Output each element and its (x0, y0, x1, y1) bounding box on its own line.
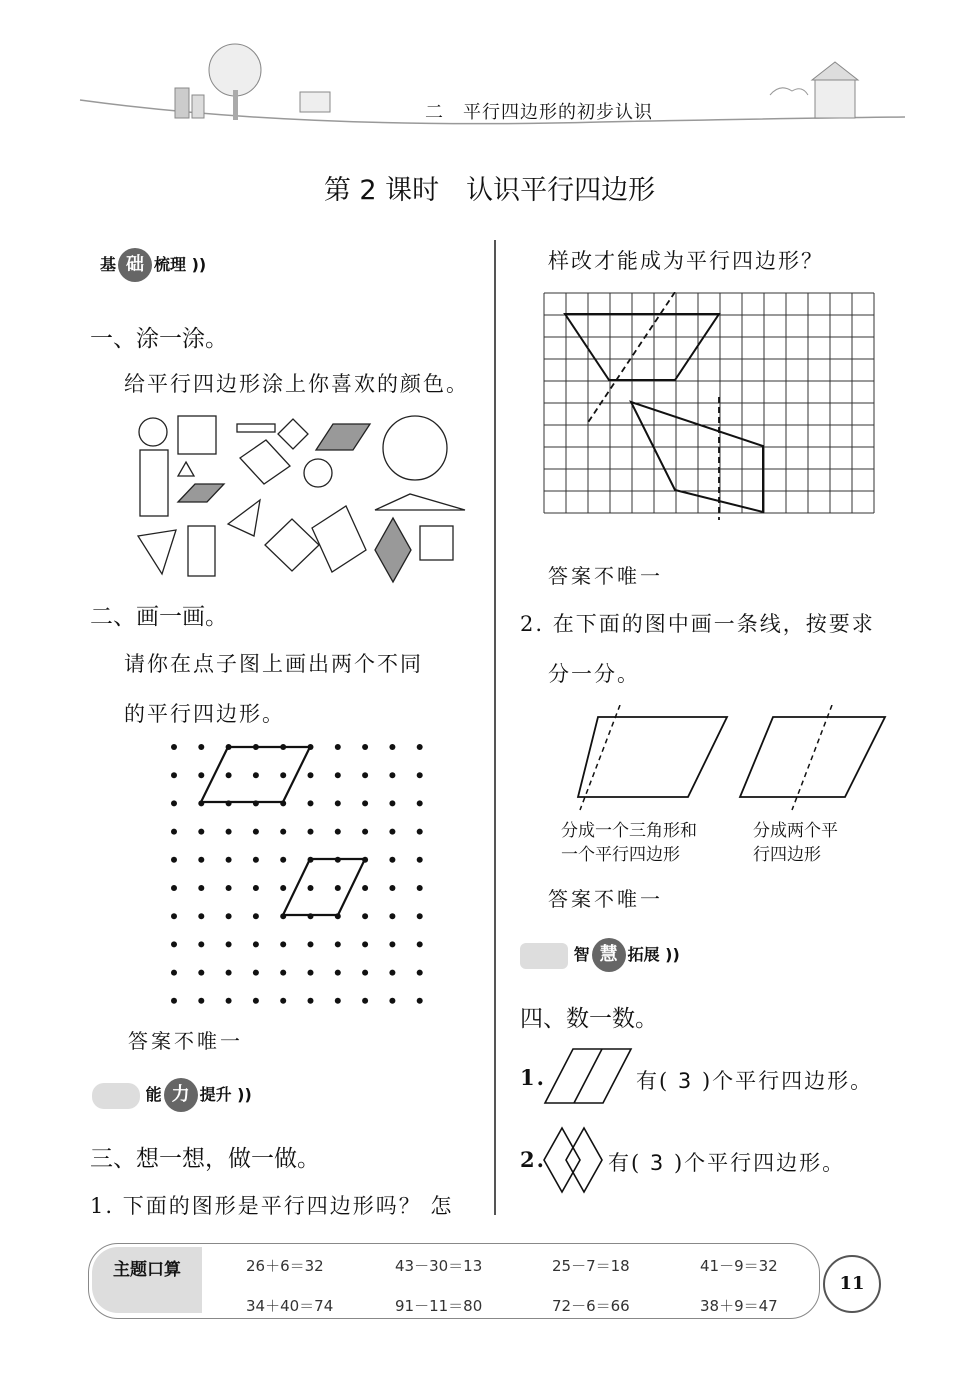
section-4-q1-answer: 有( 3 )个平行四边形。 (636, 1069, 874, 1093)
calc-item: 38＋9＝47 (700, 1297, 778, 1315)
shapes-to-color (130, 410, 470, 585)
calc-item: 41－9＝32 (700, 1257, 778, 1275)
section-2-title: 二、画一画。 (90, 604, 228, 630)
section-4-q2-num: 2. (520, 1147, 546, 1172)
chapter-title: 二 平行四边形的初步认识 (425, 102, 653, 123)
caption-left: 分成一个三角形和 一个平行四边形 (561, 821, 697, 865)
section-3-q1-line2: 样改才能成为平行四边形？ (548, 249, 824, 273)
section-1-title: 一、涂一涂。 (90, 326, 228, 352)
calc-item: 25－7＝18 (552, 1257, 630, 1275)
calc-item: 43－30＝13 (395, 1257, 483, 1275)
lesson-title: 第 2 课时 认识平行四边形 (323, 175, 656, 206)
count-figure-2 (542, 1124, 606, 1196)
basic-badge: 基 础 梳理 )) (100, 248, 206, 282)
square-grid-figure (543, 292, 878, 522)
topic-label-box: 主题口算 (92, 1247, 202, 1313)
ability-badge: 能 力 提升 )) (92, 1078, 252, 1112)
section-1-instruction: 给平行四边形涂上你喜欢的颜色。 (124, 372, 469, 396)
section-3-q1-line1: 1. 下面的图形是平行四边形吗？ 怎 (90, 1194, 454, 1218)
section-3-q1-answer: 答案不唯一 (548, 564, 663, 588)
caption-right: 分成两个平 行四边形 (753, 821, 838, 865)
section-3-title: 三、想一想，做一做。 (90, 1146, 320, 1172)
section-4-title: 四、数一数。 (520, 1006, 658, 1032)
section-2-answer: 答案不唯一 (128, 1029, 243, 1053)
section-4-q2-answer: 有( 3 )个平行四边形。 (608, 1151, 846, 1175)
section-3-q2-answer: 答案不唯一 (548, 887, 663, 911)
calc-item: 34＋40＝74 (246, 1297, 334, 1315)
section-3-q2-line2: 分一分。 (548, 662, 640, 686)
page-number: 11 (823, 1255, 881, 1313)
calc-item: 91－11＝80 (395, 1297, 483, 1315)
section-4-q1-num: 1. (520, 1065, 546, 1090)
column-divider (494, 240, 496, 1215)
section-3-q2-line1: 2. 在下面的图中画一条线，按要求 (520, 612, 875, 636)
calc-item: 26＋6＝32 (246, 1257, 324, 1275)
wisdom-badge: 智 慧 拓展 )) (520, 938, 680, 972)
calc-item: 72－6＝66 (552, 1297, 630, 1315)
section-2-line2: 的平行四边形。 (124, 702, 285, 726)
count-figure-1 (543, 1045, 635, 1107)
divide-figures (560, 705, 890, 815)
dot-grid (160, 735, 440, 1015)
section-2-line1: 请你在点子图上画出两个不同 (124, 652, 423, 676)
